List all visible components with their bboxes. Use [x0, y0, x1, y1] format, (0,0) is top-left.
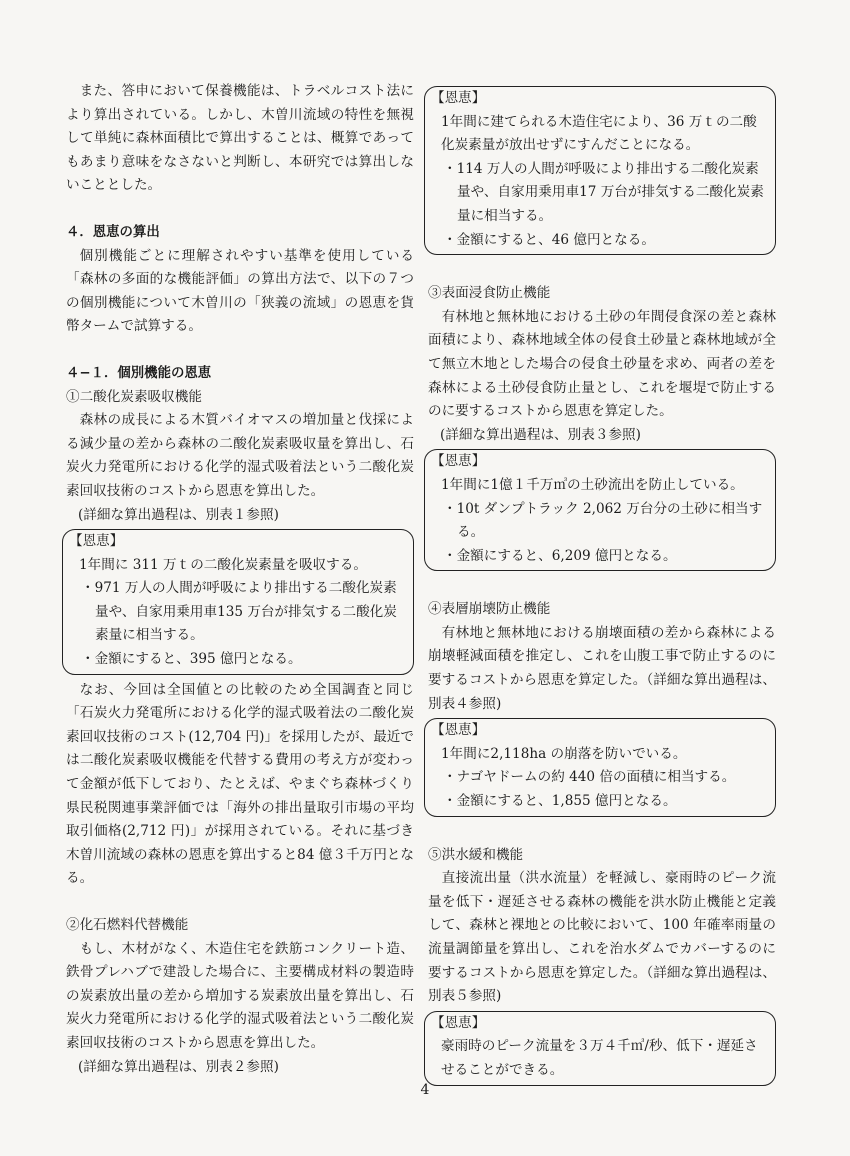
benefit-box-title: 【恩恵】 — [69, 533, 124, 550]
surface-erosion-title: ③表面浸食防止機能 — [428, 285, 551, 302]
right-column — [428, 84, 776, 1090]
benefit-bullet: ・114 万人の人間が呼吸により排出する二酸化炭素量や、自家用乗用車17 万台が排気する二酸化炭素量に相当する。 — [443, 160, 764, 224]
benefit-bullet: ・金額にすると、46 億円となる。 — [443, 231, 655, 248]
intro-paragraph: また、答申において保養機能は、トラベルコスト法により算出されている。しかし、木曽川流域の特性を無視して単純に森林面積比で算出することは、概算であってもあまり意味をなさないと判断し、本研究では算出しないこととした。 — [66, 83, 414, 194]
section-4-1-heading: ４−１．個別機能の恩恵 — [66, 365, 212, 381]
landslide-benefit-box — [424, 718, 776, 816]
co2-absorption-note: (詳細な算出過程は、別表１参照) — [78, 506, 279, 523]
benefit-box-title: 【恩恵】 — [431, 722, 486, 739]
flood-mitigation-body: 直接流出量（洪水流量）を軽減し、豪雨時のピーク流量を低下・遅延させる森林の機能を洪水防止機能と定義して、森林と裸地との比較において、100 年確率雨量の流量調節量を算出し、これを治水ダムでカバーするのに要するコストから恩恵を算定した。（詳細な算出過程は、別表５参照) — [428, 870, 776, 1005]
flood-mitigation-title: ⑤洪水緩和機能 — [428, 846, 524, 863]
surface-erosion-body: 有林地と無林地における土砂の年間侵食深の差と森林面積により、森林地域全体の侵食土砂量と森林地域が全て無立木地とした場合の侵食土砂量を求め、両者の差を森林による土砂侵食防止量とし、これを堰堤で防止するのに要するコストから恩恵を算定した。 — [428, 308, 776, 420]
benefit-box-title: 【恩恵】 — [431, 90, 486, 106]
section-4-heading: ４．恩恵の算出 — [66, 224, 160, 240]
co2-remark-paragraph: なお、今回は全国値との比較のため全国調査と同じ「石炭火力発電所における化学的湿式吸着法の二酸化炭素回収技術のコスト(12,704 円)」を採用したが、最近では二酸化炭素吸収機能を代替する費用の考え方が変わって金額が低下しており、たとえば、やまぐち森林づくり県民税関連事業評価では「海外の排出量取引市場の平均取引価格(2,712 円)」が採用されている。それに基づき木曽川流域の森林の恩恵を算出すると84 億３千万円となる。 — [66, 681, 414, 887]
surface-erosion-benefit-box — [424, 449, 776, 571]
fossil-fuel-body: もし、木材がなく、木造住宅を鉄筋コンクリート造、鉄骨プレハブで建設した場合に、主要構成材料の製造時の炭素放出量の差から増加する炭素放出量を算出し、石炭火力発電所における化学的湿式吸着法という二酸化炭素回収技術のコストから恩恵を算出した。 — [66, 940, 414, 1051]
surface-erosion-note: (詳細な算出過程は、別表３参照) — [440, 426, 641, 443]
landslide-prevention-body: 有林地と無林地における崩壊面積の差から森林による崩壊軽減面積を推定し、これを山腹工事で防止するのに要するコストから恩恵を算定した。（詳細な算出過程は、別表４参照) — [428, 624, 776, 712]
co2-absorption-body: 森林の成長による木質バイオマスの増加量と伐採による減少量の差から森林の二酸化炭素吸収量を算出し、石炭火力発電所における化学的湿式吸着法という二酸化炭素回収技術のコストから恩恵を算出した。 — [66, 412, 414, 499]
benefit-box-line: 1年間に 311 万ｔの二酸化炭素量を吸収する。 — [79, 556, 367, 573]
benefit-box-line: 豪雨時のピーク流量を３万４千㎥/秒、低下・遅延させることができる。 — [441, 1038, 758, 1078]
benefit-bullet: ・971 万人の人間が呼吸により排出する二酸化炭素量や、自家用乗用車135 万台が排気する二酸化炭素量に相当する。 — [81, 580, 397, 644]
co2-benefit-box — [62, 529, 414, 675]
left-column — [66, 80, 414, 1079]
benefit-bullet: ・金額にすると、1,855 億円となる。 — [443, 793, 677, 810]
fossil-fuel-note: (詳細な算出過程は、別表２参照) — [78, 1058, 279, 1075]
benefit-box-line: 1年間に建てられる木造住宅により、36 万ｔの二酸化炭素量が放出せずにすんだことになる。 — [441, 113, 757, 154]
benefit-box-title: 【恩恵】 — [431, 453, 486, 470]
flood-benefit-box — [424, 1011, 776, 1086]
fossil-fuel-title: ②化石燃料代替機能 — [66, 917, 189, 933]
benefit-box-line: 1年間に2,118ha の崩落を防いでいる。 — [441, 745, 687, 762]
landslide-prevention-title: ④表層崩壊防止機能 — [428, 601, 551, 618]
section-4-paragraph: 個別機能ごとに理解されやすい基準を使用している「森林の多面的な機能評価」の算出方法で、以下の７つの個別機能について木曽川の「狭義の流域」の恩恵を貨幣タームで試算する。 — [66, 247, 414, 335]
fossil-fuel-benefit-box — [424, 86, 776, 255]
benefit-bullet: ・金額にすると、395 億円となる。 — [81, 651, 302, 668]
benefit-box-title: 【恩恵】 — [431, 1014, 486, 1031]
co2-absorption-title: ①二酸化炭素吸収機能 — [66, 388, 202, 405]
page-number: 4 — [420, 1082, 430, 1098]
benefit-box-line: 1年間に1億１千万㎥の土砂流出を防止している。 — [441, 476, 744, 493]
benefit-bullet: ・ナゴヤドームの約 440 倍の面積に相当する。 — [443, 769, 736, 786]
benefit-bullet: ・10t ダンプトラック 2,062 万台分の土砂に相当する。 — [443, 500, 763, 541]
benefit-bullet: ・金額にすると、6,209 億円となる。 — [443, 547, 677, 564]
